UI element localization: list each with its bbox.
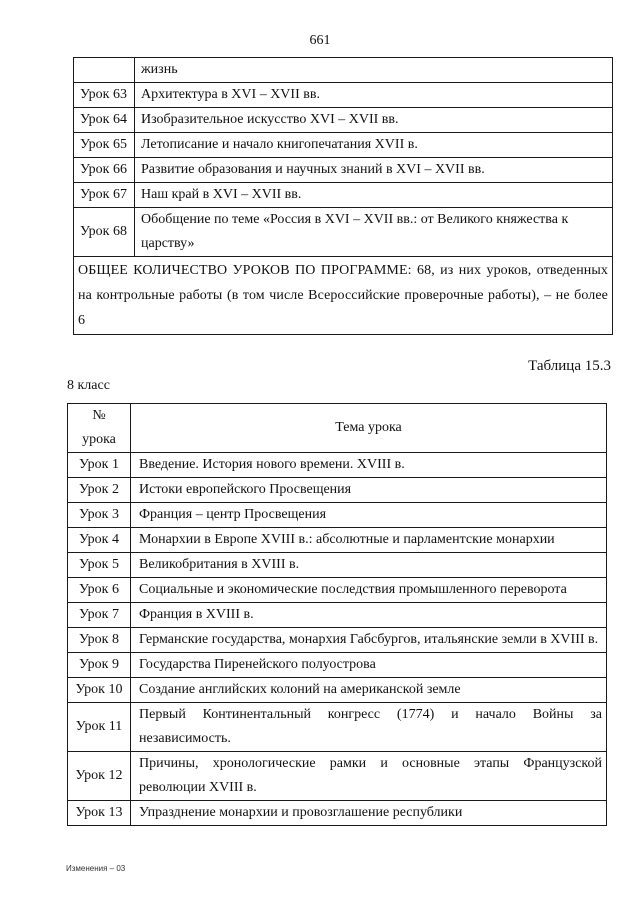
table-row [68,553,607,578]
lesson-number: Урок 64 [74,108,135,133]
lesson-topic: Причины, хронологические рамки и основные этапы Французской революции XVIII в. [131,752,607,801]
header-lesson-topic: Тема урока [131,404,607,453]
lesson-topic: жизнь [135,58,613,83]
header-lesson-number: № урока [68,404,131,453]
table-row [68,628,607,653]
lesson-topic: Первый Континентальный конгресс (1774) и начало Войны за независимость. [131,703,607,752]
table-row [68,653,607,678]
lesson-number: Урок 4 [68,528,131,553]
lesson-topic: Введение. История нового времени. XVIII в. [131,453,607,478]
lesson-topic: Германские государства, монархия Габсбургов, итальянские земли в XVIII в. [131,628,607,653]
table-row [68,603,607,628]
table-row [68,578,607,603]
lesson-topic: Изобразительное искусство XVI – XVII вв. [135,108,613,133]
table-row [68,703,607,752]
table-row [74,133,613,158]
lesson-topic: Государства Пиренейского полуострова [131,653,607,678]
lesson-topic: Архитектура в XVI – XVII вв. [135,83,613,108]
lesson-number: Урок 5 [68,553,131,578]
lesson-number [74,58,135,83]
table-row [68,678,607,703]
lesson-number: Урок 1 [68,453,131,478]
top-table-body [74,58,613,335]
footer-revision: Изменения – 03 [66,864,126,873]
lesson-number: Урок 65 [74,133,135,158]
lesson-topic: Упразднение монархии и провозглашение республики [131,801,607,826]
lesson-number: Урок 13 [68,801,131,826]
lesson-number: Урок 66 [74,158,135,183]
lesson-topic: Франция в XVIII в. [131,603,607,628]
page-number: 661 [309,33,331,48]
table-row [68,453,607,478]
lesson-number: Урок 67 [74,183,135,208]
table-header-row [68,404,607,453]
table-row [74,158,613,183]
lesson-topic: Наш край в XVI – XVII вв. [135,183,613,208]
class-title: 8 класс [67,378,110,393]
lesson-number: Урок 2 [68,478,131,503]
lesson-topic: Франция – центр Просвещения [131,503,607,528]
table-row [74,108,613,133]
bottom-table-body [68,453,607,826]
table-row [74,183,613,208]
lesson-number: Урок 10 [68,678,131,703]
table-row [74,58,613,83]
lesson-topic: Обобщение по теме «Россия в XVI – XVII вв.: от Великого княжества к царству» [135,208,613,257]
lesson-number: Урок 63 [74,83,135,108]
lessons-table-8-class [67,403,607,826]
table-row [68,528,607,553]
lesson-number: Урок 9 [68,653,131,678]
lesson-number: Урок 12 [68,752,131,801]
lesson-topic: Великобритания в XVIII в. [131,553,607,578]
table-caption: Таблица 15.3 [528,358,611,374]
lesson-number: Урок 8 [68,628,131,653]
total-lessons-note: ОБЩЕЕ КОЛИЧЕСТВО УРОКОВ ПО ПРОГРАММЕ: 68, из них уроков, отведенных на контрольные работы (в том числе Всероссийские проверочные работы), – не более 6 [74,257,613,335]
table-row [68,752,607,801]
lesson-topic: Развитие образования и научных знаний в XVI – XVII вв. [135,158,613,183]
table-row [74,208,613,257]
table-row [74,83,613,108]
lessons-table-7-class-end [73,57,613,335]
lesson-number: Урок 7 [68,603,131,628]
table-row [68,801,607,826]
lesson-topic: Создание английских колоний на американской земле [131,678,607,703]
lesson-number: Урок 11 [68,703,131,752]
table-row [68,478,607,503]
table-row [68,503,607,528]
lesson-number: Урок 68 [74,208,135,257]
lesson-topic: Истоки европейского Просвещения [131,478,607,503]
lesson-topic: Летописание и начало книгопечатания XVII в. [135,133,613,158]
total-row [74,257,613,335]
lesson-topic: Социальные и экономические последствия промышленного переворота [131,578,607,603]
lesson-number: Урок 6 [68,578,131,603]
lesson-number: Урок 3 [68,503,131,528]
lesson-topic: Монархии в Европе XVIII в.: абсолютные и парламентские монархии [131,528,607,553]
